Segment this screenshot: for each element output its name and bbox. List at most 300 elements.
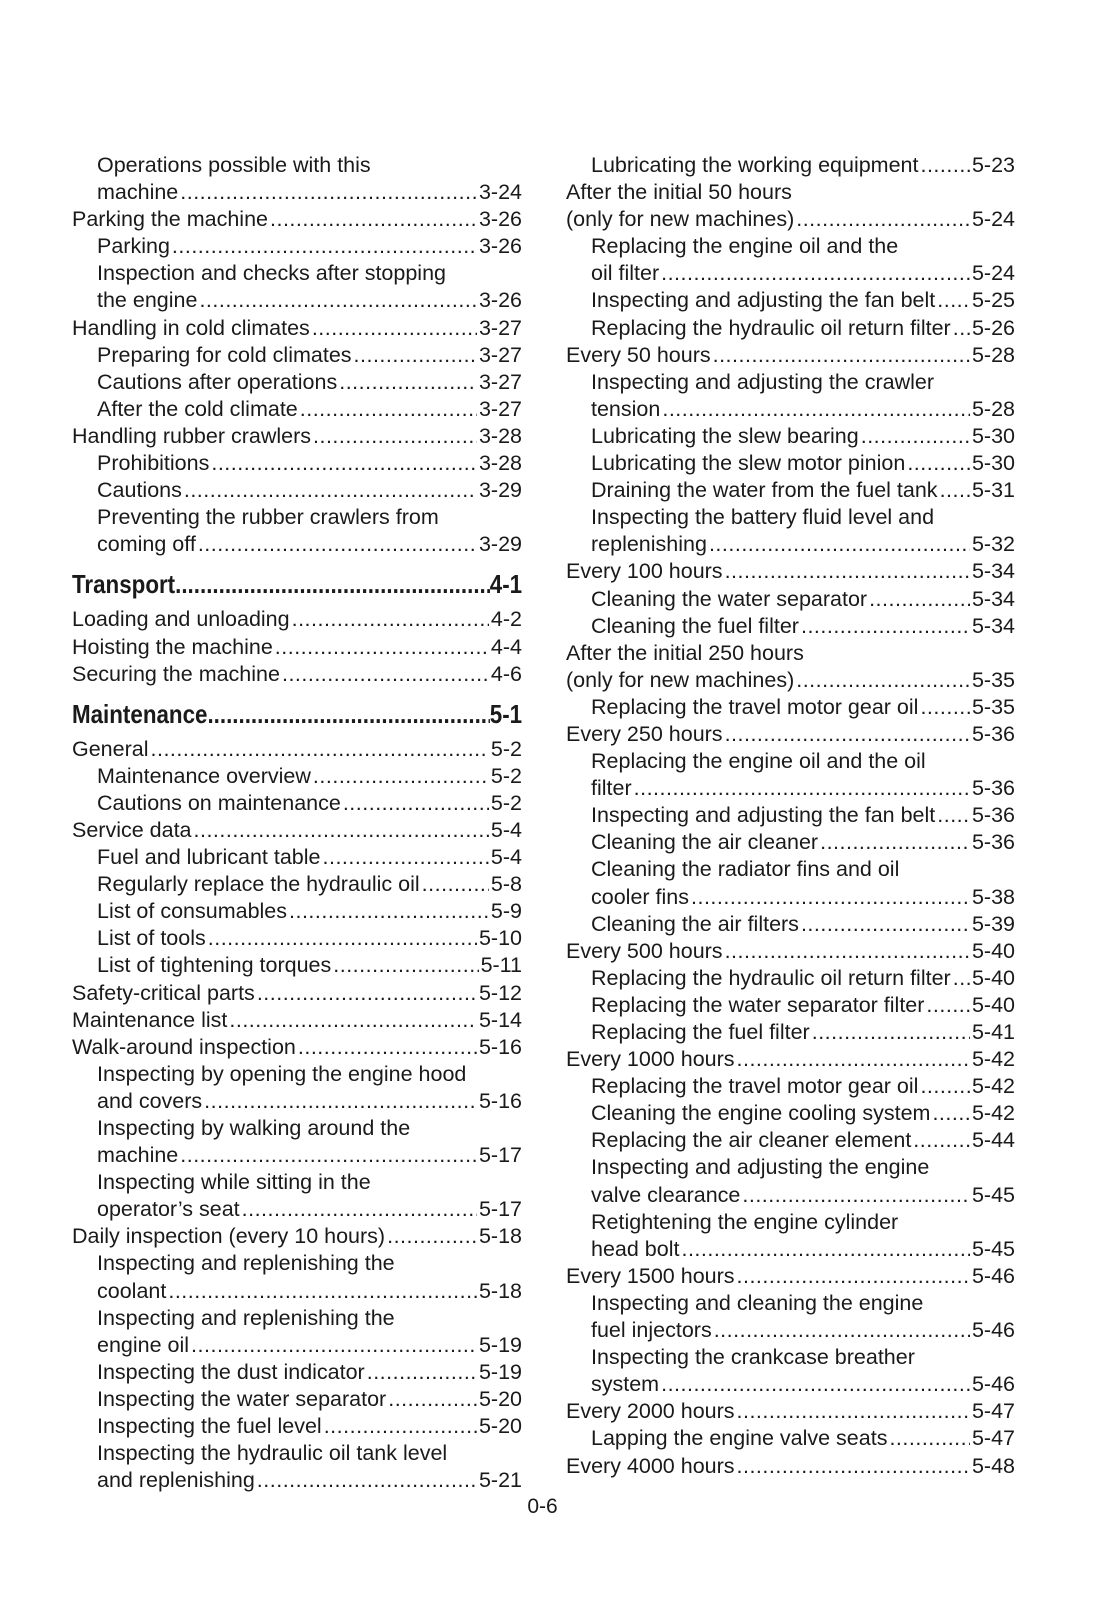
toc-entry[interactable] <box>566 694 1015 721</box>
toc-page-ref: 5-12 <box>478 980 522 1005</box>
toc-page-ref: 5-40 <box>971 938 1015 963</box>
toc-entry-title: Handling rubber crawlers <box>72 423 311 448</box>
toc-entry[interactable] <box>566 369 1015 423</box>
toc-left-column <box>72 152 522 1494</box>
toc-entry[interactable] <box>566 640 1015 694</box>
dot-leader <box>661 260 970 287</box>
toc-entry-title-line: Inspecting and replenishing the <box>97 1251 395 1276</box>
toc-entry[interactable] <box>72 369 522 396</box>
toc-entry-row <box>72 567 522 601</box>
dot-leader <box>313 423 477 450</box>
toc-entry-title: Daily inspection (every 10 hours) <box>72 1224 386 1249</box>
toc-entry-title: Replacing the hydraulic oil return filter <box>591 315 951 340</box>
toc-entry[interactable] <box>566 586 1015 613</box>
toc-entry-row <box>591 423 1015 450</box>
dot-leader <box>812 1019 970 1046</box>
toc-entry-row <box>72 736 522 763</box>
dot-leader <box>313 763 489 790</box>
toc-entry-title: (only for new machines) <box>566 207 795 232</box>
dot-leader <box>861 423 970 450</box>
toc-entry-title: Replacing the water separator filter <box>591 992 925 1017</box>
toc-entry-title-line: Inspecting while sitting in the <box>97 1170 371 1195</box>
toc-entry-title: the engine <box>97 288 198 313</box>
dot-leader <box>199 287 477 314</box>
toc-entry-title: and replenishing <box>97 1468 255 1493</box>
toc-entry[interactable] <box>566 965 1015 992</box>
toc-page-ref: 3-29 <box>478 478 522 503</box>
toc-entry[interactable] <box>566 1073 1015 1100</box>
toc-entry[interactable] <box>566 179 1015 233</box>
toc-entry-title: Replacing the fuel filter <box>591 1020 810 1044</box>
dot-leader <box>367 1359 477 1386</box>
toc-entry[interactable] <box>72 1034 522 1061</box>
toc-page-ref: 3-28 <box>478 451 522 476</box>
toc-page-ref: 5-23 <box>971 153 1015 177</box>
toc-entry[interactable] <box>72 1223 522 1250</box>
toc-page-ref: 3-27 <box>478 396 522 421</box>
toc-entry[interactable] <box>72 1115 522 1169</box>
toc-entry-row <box>72 315 522 342</box>
toc-page-ref: 5-17 <box>478 1197 522 1222</box>
toc-page-ref: 5-25 <box>971 288 1015 313</box>
toc-entry[interactable] <box>566 342 1015 369</box>
dot-leader <box>725 558 970 585</box>
toc-entry[interactable] <box>566 911 1015 938</box>
toc-entry-row <box>72 423 522 450</box>
toc-entry-title: Cleaning the air filters <box>591 911 799 936</box>
toc-entry[interactable] <box>566 829 1015 856</box>
toc-entry[interactable] <box>72 736 522 763</box>
toc-entry-title: Replacing the hydraulic oil return filter <box>591 965 951 990</box>
toc-entry-title: Cautions <box>97 478 182 503</box>
toc-page-ref: 5-18 <box>478 1278 522 1303</box>
dot-leader <box>354 342 477 369</box>
toc-page-ref: 5-36 <box>971 721 1015 746</box>
toc-entry-title-line: Inspecting and adjusting the crawler <box>591 369 935 394</box>
toc-entry[interactable] <box>72 1359 522 1386</box>
toc-entry[interactable] <box>72 952 522 979</box>
dot-leader <box>343 790 489 817</box>
toc-entry-row <box>72 206 522 233</box>
toc-entry-row <box>72 661 522 688</box>
toc-page-ref: 5-31 <box>971 478 1015 503</box>
toc-entry-row <box>97 369 522 396</box>
toc-entry-row <box>97 179 522 206</box>
toc-page-ref: 5-41 <box>971 1020 1015 1044</box>
toc-entry[interactable] <box>566 558 1015 585</box>
toc-entry[interactable] <box>72 396 522 423</box>
toc-entry[interactable] <box>566 1209 1015 1263</box>
toc-page-ref: 5-36 <box>971 830 1015 855</box>
dot-leader <box>229 1007 477 1034</box>
toc-entry[interactable] <box>72 817 522 844</box>
dot-leader <box>937 802 970 829</box>
dot-leader <box>932 1100 970 1127</box>
toc-entry-title-line: Inspection and checks after stopping <box>97 261 446 286</box>
dot-leader <box>180 1142 477 1169</box>
toc-page-ref: 5-2 <box>490 763 522 788</box>
toc-entry-title: Draining the water from the fuel tank <box>591 478 938 503</box>
toc-page-ref: 5-9 <box>490 899 522 924</box>
toc-page-ref: 5-45 <box>971 1236 1015 1261</box>
dot-leader <box>422 871 489 898</box>
toc-entry-title-line: Inspecting and adjusting the engine <box>591 1155 930 1180</box>
dot-leader <box>339 369 477 396</box>
toc-entry-row <box>591 1425 1015 1452</box>
toc-page-ref: 5-19 <box>478 1332 522 1357</box>
dot-leader <box>907 450 970 477</box>
toc-entry-row <box>591 450 1015 477</box>
dot-leader <box>257 980 477 1007</box>
toc-entry-title: replenishing <box>591 532 707 557</box>
toc-entry-title: and covers <box>97 1088 203 1113</box>
toc-entry-row <box>566 1263 1015 1290</box>
toc-page-ref: 5-40 <box>971 992 1015 1017</box>
toc-entry[interactable] <box>72 1413 522 1440</box>
toc-entry[interactable] <box>566 1398 1015 1425</box>
toc-entry-title: Replacing the air cleaner element <box>591 1128 912 1153</box>
dot-leader <box>737 1263 970 1290</box>
toc-entry-row <box>97 450 522 477</box>
toc-entry-title: head bolt <box>591 1236 680 1261</box>
toc-entry-row <box>566 1453 1015 1480</box>
toc-entry-row <box>566 206 1015 233</box>
toc-page-ref: 5-4 <box>490 845 522 870</box>
toc-entry[interactable] <box>72 844 522 871</box>
toc-entry-row <box>591 965 1015 992</box>
toc-entry[interactable] <box>566 287 1015 314</box>
toc-entry[interactable] <box>72 233 522 260</box>
toc-page-ref: 5-17 <box>478 1143 522 1168</box>
toc-entry[interactable] <box>566 233 1015 287</box>
dot-leader <box>801 911 970 938</box>
toc-entry[interactable] <box>72 342 522 369</box>
dot-leader <box>953 965 970 992</box>
toc-page-ref: 5-21 <box>478 1468 522 1493</box>
dot-leader <box>713 342 970 369</box>
toc-page-ref: 5-48 <box>971 1453 1015 1478</box>
toc-entry-title: List of consumables <box>97 899 288 924</box>
dot-leader <box>292 606 489 633</box>
toc-entry-title-line: Inspecting the battery fluid level and <box>591 505 935 530</box>
toc-entry-title: (only for new machines) <box>566 667 795 692</box>
toc-entry-title: engine oil <box>97 1332 190 1357</box>
toc-entry-title: Maintenance overview <box>97 763 311 788</box>
toc-entry-row <box>97 1359 522 1386</box>
toc-entry-row <box>566 667 1015 694</box>
dot-leader <box>387 1223 477 1250</box>
toc-entry-row <box>97 952 522 979</box>
dot-leader <box>796 206 970 233</box>
toc-page-ref: 5-30 <box>971 451 1015 476</box>
page-number: 0-6 <box>527 1495 558 1518</box>
toc-page-ref: 5-36 <box>971 776 1015 801</box>
dot-leader <box>324 1413 477 1440</box>
toc-entry-row <box>97 790 522 817</box>
toc-entry-title: coolant <box>97 1278 167 1303</box>
toc-page-ref: 3-24 <box>478 180 522 205</box>
toc-entry-row <box>591 1371 1015 1398</box>
toc-entry[interactable] <box>72 450 522 477</box>
dot-leader <box>184 477 477 504</box>
toc-entry[interactable] <box>72 634 522 661</box>
toc-entry-title: Cleaning the air cleaner <box>591 830 819 855</box>
toc-page-ref: 5-36 <box>971 803 1015 828</box>
toc-entry[interactable] <box>566 477 1015 504</box>
toc-page-ref: 3-29 <box>478 532 522 557</box>
toc-entry[interactable] <box>566 748 1015 802</box>
toc-page-ref: 5-18 <box>478 1224 522 1249</box>
toc-entry-title-line: Inspecting and cleaning the engine <box>591 1290 924 1315</box>
toc-entry-title: Inspecting the fuel level <box>97 1414 322 1439</box>
toc-entry[interactable] <box>72 206 522 233</box>
toc-section-heading[interactable] <box>72 567 522 601</box>
toc-entry-title: Every 100 hours <box>566 559 723 584</box>
toc-entry-title: fuel injectors <box>591 1318 712 1343</box>
toc-entry-title: Regularly replace the hydraulic oil <box>97 872 420 897</box>
toc-entry[interactable] <box>566 1127 1015 1154</box>
toc-entry-title: Inspecting the water separator <box>97 1386 387 1411</box>
toc-entry[interactable] <box>566 1425 1015 1452</box>
toc-entry-title: filter <box>591 776 632 801</box>
toc-entry-title: Cleaning the engine cooling system <box>591 1101 931 1126</box>
toc-entry[interactable] <box>72 1007 522 1034</box>
toc-entry-row <box>72 606 522 633</box>
toc-entry-title: valve clearance <box>591 1182 741 1207</box>
dot-leader <box>796 667 970 694</box>
toc-page-ref: 5-30 <box>971 423 1015 448</box>
dot-leader <box>634 775 970 802</box>
toc-section-heading[interactable] <box>72 697 522 731</box>
toc-entry-title-line: Cleaning the radiator fins and oil <box>591 857 900 882</box>
toc-entry-title: Cleaning the water separator <box>591 586 868 611</box>
toc-entry-row <box>566 938 1015 965</box>
toc-page-ref: 5-19 <box>478 1359 522 1384</box>
toc-page-ref: 5-46 <box>971 1263 1015 1288</box>
toc-page-ref: 3-26 <box>478 234 522 259</box>
toc-page-ref: 5-8 <box>490 872 522 897</box>
toc-entry[interactable] <box>566 1154 1015 1208</box>
toc-entry[interactable] <box>72 1250 522 1304</box>
toc-entry[interactable] <box>566 1100 1015 1127</box>
toc-page-ref: 5-39 <box>971 911 1015 936</box>
dot-leader <box>275 634 489 661</box>
dot-leader <box>333 952 478 979</box>
toc-entry[interactable] <box>566 1453 1015 1480</box>
toc-page-ref: 3-26 <box>478 207 522 232</box>
toc-entry-title: After the cold climate <box>97 396 298 421</box>
toc-entry[interactable] <box>72 898 522 925</box>
dot-leader <box>920 152 969 179</box>
toc-entry-row <box>97 898 522 925</box>
toc-entry-row <box>591 1127 1015 1154</box>
toc-entry[interactable] <box>72 661 522 688</box>
toc-entry-title-line: Inspecting by opening the engine hood <box>97 1061 467 1086</box>
toc-entry[interactable] <box>72 925 522 952</box>
toc-entry-title-line: Inspecting and replenishing the <box>97 1305 395 1330</box>
toc-entry[interactable] <box>566 315 1015 342</box>
toc-entry-row <box>97 396 522 423</box>
dot-leader <box>270 206 477 233</box>
dot-leader <box>725 721 970 748</box>
dot-leader <box>691 884 970 911</box>
toc-entry-row <box>591 260 1015 287</box>
dot-leader <box>289 898 489 925</box>
toc-entry-row <box>591 1019 1015 1046</box>
dot-leader <box>889 1425 970 1452</box>
toc-entry-row <box>97 477 522 504</box>
toc-entry-title-line: Replacing the engine oil and the <box>591 234 899 259</box>
toc-entry[interactable] <box>566 992 1015 1019</box>
toc-page-ref: 5-20 <box>478 1414 522 1439</box>
dot-leader <box>737 1453 970 1480</box>
dot-leader <box>920 1073 970 1100</box>
toc-entry-row <box>591 802 1015 829</box>
toc-entry-row <box>97 1467 522 1494</box>
toc-entry-row <box>97 844 522 871</box>
toc-entry[interactable] <box>72 504 522 558</box>
toc-entry[interactable] <box>72 1440 522 1494</box>
dot-leader <box>725 938 970 965</box>
toc-page-ref: 5-45 <box>971 1182 1015 1207</box>
toc-entry[interactable] <box>566 423 1015 450</box>
dot-leader <box>168 1278 477 1305</box>
toc-entry[interactable] <box>566 504 1015 558</box>
toc-entry-title: Fuel and lubricant table <box>97 845 321 870</box>
dot-leader <box>198 531 477 558</box>
toc-page-ref: 3-28 <box>478 423 522 448</box>
toc-page-ref: 5-2 <box>490 790 522 815</box>
toc-entry[interactable] <box>566 1290 1015 1344</box>
toc-entry-title: Parking <box>97 234 170 259</box>
toc-entry-title-line: After the initial 250 hours <box>566 640 804 665</box>
toc-entry[interactable] <box>566 1019 1015 1046</box>
dot-leader <box>913 1127 970 1154</box>
dot-leader <box>709 531 970 558</box>
toc-entry[interactable] <box>566 613 1015 640</box>
toc-entry-row <box>97 1386 522 1413</box>
dot-leader <box>257 1467 477 1494</box>
toc-entry[interactable] <box>72 1386 522 1413</box>
toc-entry-title-line: Preventing the rubber crawlers from <box>97 505 439 530</box>
toc-entry-title: system <box>591 1372 660 1397</box>
dot-leader <box>742 1182 970 1209</box>
toc-page-ref: 5-24 <box>971 207 1015 232</box>
toc-entry[interactable] <box>72 763 522 790</box>
toc-entry-title: Cautions after operations <box>97 369 338 394</box>
toc-entry[interactable] <box>566 856 1015 910</box>
toc-entry[interactable] <box>566 721 1015 748</box>
dot-leader <box>282 661 489 688</box>
toc-entry-title: List of tightening torques <box>97 953 332 978</box>
toc-entry-title: Inspecting the dust indicator <box>97 1359 365 1384</box>
toc-entry-row <box>97 342 522 369</box>
toc-page-ref: 5-47 <box>971 1426 1015 1451</box>
toc-entry[interactable] <box>72 423 522 450</box>
toc-entry[interactable] <box>566 1344 1015 1398</box>
toc-entry-title: Lubricating the working equipment <box>591 153 919 177</box>
toc-entry-title: Lubricating the slew motor pinion <box>591 451 906 476</box>
toc-page-ref: 5-44 <box>971 1128 1015 1153</box>
toc-entry-row <box>591 396 1015 423</box>
toc-entry-title-line: Operations possible with this <box>97 153 371 177</box>
toc-entry-title: machine <box>97 180 179 205</box>
dot-leader <box>820 829 970 856</box>
toc-entry-row <box>566 342 1015 369</box>
dot-leader <box>388 1386 477 1413</box>
toc-page-ref: 5-24 <box>971 261 1015 286</box>
toc-entry[interactable] <box>72 980 522 1007</box>
toc-entry-title: coming off <box>97 532 196 557</box>
toc-entry[interactable] <box>72 1305 522 1359</box>
toc-entry[interactable] <box>72 477 522 504</box>
toc-entry[interactable] <box>566 1046 1015 1073</box>
toc-right-column <box>566 152 1015 1480</box>
toc-entry-row <box>591 775 1015 802</box>
toc-entry[interactable] <box>566 450 1015 477</box>
toc-page-ref: 5-34 <box>971 559 1015 584</box>
toc-entry-title: Walk-around inspection <box>72 1034 296 1059</box>
toc-entry-row <box>591 694 1015 721</box>
dot-leader <box>953 315 970 342</box>
toc-entry[interactable] <box>72 152 522 206</box>
toc-entry-row <box>591 586 1015 613</box>
toc-entry[interactable] <box>566 1263 1015 1290</box>
dot-leader <box>662 396 970 423</box>
dot-leader <box>300 396 477 423</box>
toc-entry[interactable] <box>72 315 522 342</box>
toc-entry-title: Inspecting and adjusting the fan belt <box>591 288 936 313</box>
toc-entry-title: Lapping the engine valve seats <box>591 1426 888 1451</box>
toc-entry-row <box>72 697 522 731</box>
toc-entry-row <box>97 287 522 314</box>
toc-entry-row <box>566 1398 1015 1425</box>
toc-entry-row <box>566 721 1015 748</box>
toc-entry-row <box>591 287 1015 314</box>
toc-entry-title-line: Inspecting by walking around the <box>97 1116 411 1140</box>
toc-entry-row <box>97 233 522 260</box>
toc-page-ref: 5-42 <box>971 1101 1015 1126</box>
toc-entry-title-line: Inspecting the hydraulic oil tank level <box>97 1441 448 1466</box>
toc-entry[interactable] <box>566 938 1015 965</box>
toc-entry-title: Inspecting and adjusting the fan belt <box>591 803 936 828</box>
toc-entry[interactable] <box>566 152 1015 179</box>
dot-leader <box>312 315 477 342</box>
toc-entry[interactable] <box>566 802 1015 829</box>
toc-page-ref: 5-4 <box>490 817 522 842</box>
toc-entry[interactable] <box>72 790 522 817</box>
dot-leader <box>194 817 489 844</box>
toc-entry-row <box>591 477 1015 504</box>
toc-page-ref: 5-35 <box>971 667 1015 692</box>
toc-entry[interactable] <box>72 1169 522 1223</box>
toc-entry-row <box>97 531 522 558</box>
toc-entry[interactable] <box>72 260 522 314</box>
toc-entry[interactable] <box>72 1061 522 1115</box>
toc-entry[interactable] <box>72 606 522 633</box>
toc-page-ref: 3-27 <box>478 369 522 394</box>
toc-page-ref: 5-34 <box>971 586 1015 611</box>
toc-entry-title: Every 2000 hours <box>566 1399 735 1424</box>
dot-leader <box>869 586 970 613</box>
dot-leader <box>661 1371 970 1398</box>
toc-entry-title: General <box>72 736 149 761</box>
toc-entry-title: cooler fins <box>591 884 689 909</box>
dot-leader <box>208 925 477 952</box>
toc-entry[interactable] <box>72 871 522 898</box>
toc-entry-title-line: Retightening the engine cylinder <box>591 1209 899 1234</box>
toc-entry-row <box>591 1182 1015 1209</box>
